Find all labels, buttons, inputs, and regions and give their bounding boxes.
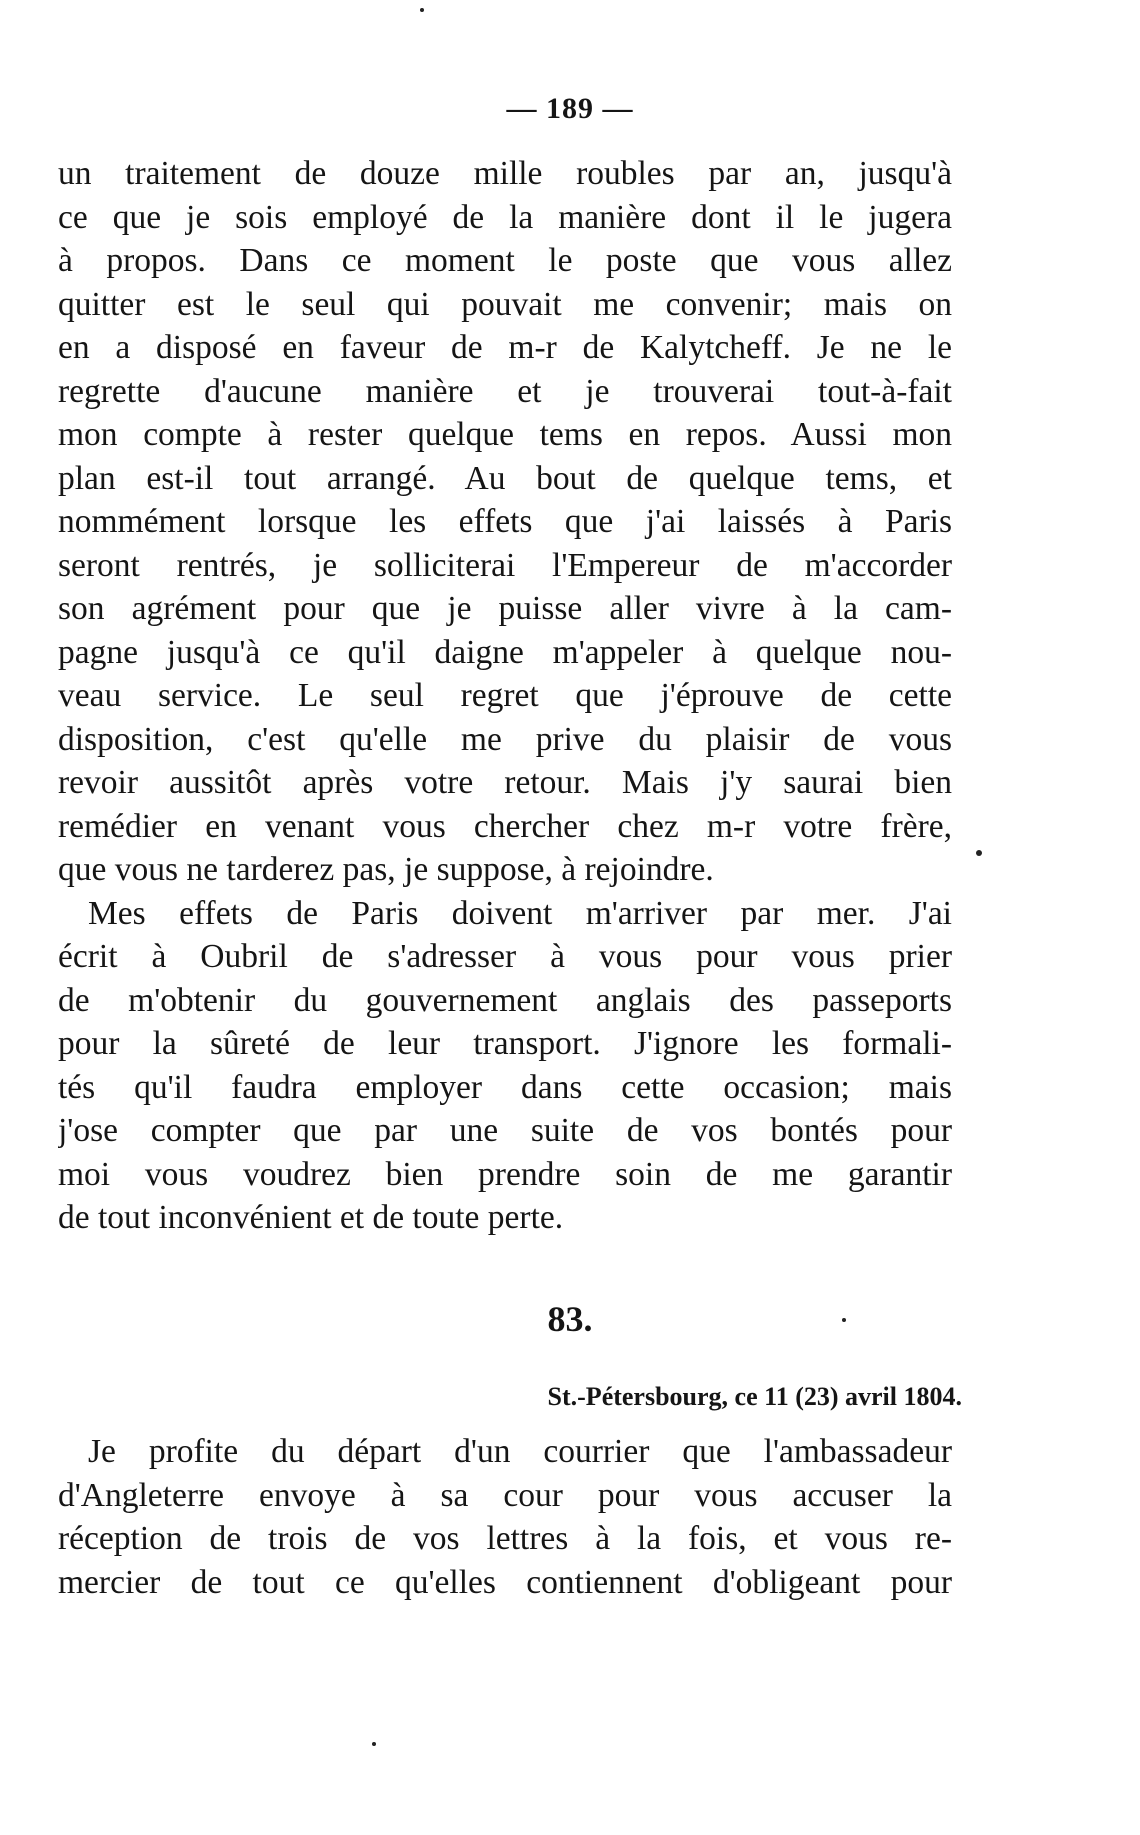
text-line: remédier en venant vous chercher chez m-r votre frère, [58,807,952,845]
text-line: nommément lorsque les effets que j'ai laissés à Paris [58,503,952,540]
text-line: Mes effets de Paris doivent m'arriver par mer. J'ai [88,894,952,932]
text-line: en a disposé en faveur de m-r de Kalytcheff. Je ne le [58,329,952,366]
letter-83-body [58,1430,952,1604]
text-line: de m'obtenir du gouvernement anglais des passeports [58,981,952,1019]
ink-speck [842,1318,846,1322]
text-line: seront rentrés, je solliciterai l'Empereur de m'accorder [58,546,952,584]
page-number: — 189 — [506,92,634,125]
text-line: mercier de tout ce qu'elles contiennent d'obligeant pour [58,1563,952,1601]
paragraph-2 [58,892,952,1240]
text-line: d'Angleterre envoye à sa cour pour vous accuser la [58,1476,952,1514]
letter-82-continuation [58,152,952,1240]
ink-speck [420,8,424,12]
text-line: à propos. Dans ce moment le poste que vous allez [58,242,952,279]
text-line: pagne jusqu'à ce qu'il daigne m'appeler à quelque nou- [58,633,952,671]
letter-number: 83. [547,1299,593,1339]
text-line: pour la sûreté de leur transport. J'ignore les formali- [58,1025,952,1062]
text-line: Je profite du départ d'un courrier que l'ambassadeur [88,1433,952,1470]
text-line: son agrément pour que je puisse aller vivre à la cam- [58,590,952,627]
paragraph-1 [58,152,952,892]
text-line: ce que je sois employé de la manière dont il le jugera [58,198,952,236]
text-line: quitter est le seul qui pouvait me convenir; mais on [58,285,952,323]
text-line: réception de trois de vos lettres à la fois, et vous re- [58,1520,952,1557]
text-line: un traitement de douze mille roubles par an, jusqu'à [58,155,952,192]
text-line: de tout inconvénient et de toute perte. [58,1199,564,1236]
text-line: plan est-il tout arrangé. Au bout de quelque tems, et [58,459,952,497]
text-line: moi vous voudrez bien prendre soin de me garantir [58,1155,952,1193]
ink-speck [372,1742,376,1746]
ink-speck [976,850,982,856]
text-line: veau service. Le seul regret que j'éprouve de cette [58,677,952,714]
text-line: écrit à Oubril de s'adresser à vous pour vous prier [58,938,952,975]
text-line: mon compte à rester quelque tems en repos. Aussi mon [58,416,952,453]
text-line: que vous ne tarderez pas, je suppose, à rejoindre. [58,851,714,888]
text-line: regrette d'aucune manière et je trouverai tout-à-fait [58,372,952,410]
text-line: disposition, c'est qu'elle me prive du plaisir de vous [58,720,952,758]
text-line: j'ose compter que par une suite de vos bontés pour [58,1112,952,1149]
letter-place-date: St.-Pétersbourg, ce 11 (23) avril 1804. [547,1382,962,1411]
text-line: tés qu'il faudra employer dans cette occasion; mais [58,1068,952,1106]
text-line: revoir aussitôt après votre retour. Mais j'y saurai bien [58,764,952,801]
